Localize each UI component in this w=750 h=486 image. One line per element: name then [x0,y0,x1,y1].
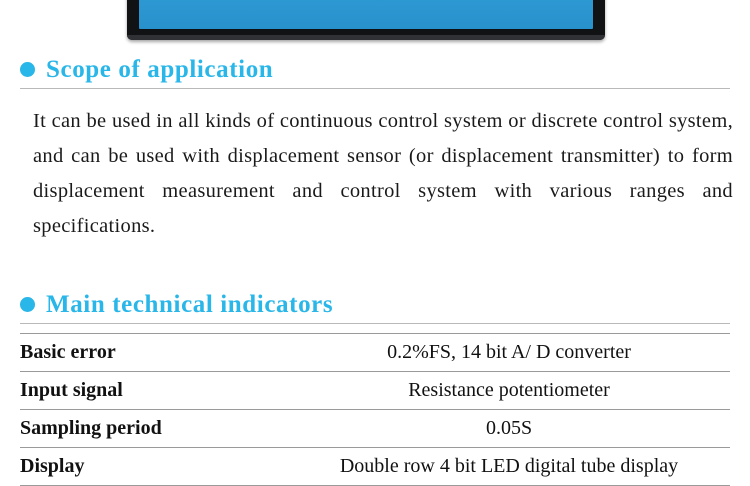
bullet-icon [20,297,35,312]
specifications-table [20,333,730,486]
scope-paragraph: It can be used in all kinds of continuous control system or discrete control system, and can be used with displacement sensor (or displacement transmitter) to form displacement measurement and control system with various ranges and specifications. [33,110,733,237]
section-title-indicators: Main technical indicators [46,291,334,318]
section-title-scope: Scope of application [46,56,274,83]
section-heading-scope [20,57,730,82]
product-image [0,0,750,46]
section-heading-indicators [20,292,730,317]
section-divider-scope [20,88,730,89]
spec-label: Basic error [20,334,288,372]
table-row [20,410,730,448]
section-divider-indicators [20,323,730,324]
device-body [127,0,605,40]
spec-label: Input signal [20,372,288,410]
spec-value: Double row 4 bit LED digital tube display [288,448,730,486]
spec-label: Sampling period [20,410,288,448]
spec-value: Resistance potentiometer [288,372,730,410]
table-row [20,448,730,486]
table-row [20,334,730,372]
bullet-icon [20,62,35,77]
device-screen [138,0,594,30]
device-bottom-edge [127,35,605,40]
table-row [20,372,730,410]
spec-value: 0.05S [288,410,730,448]
spec-value: 0.2%FS, 14 bit A/ D converter [288,334,730,372]
spec-label: Display [20,448,288,486]
